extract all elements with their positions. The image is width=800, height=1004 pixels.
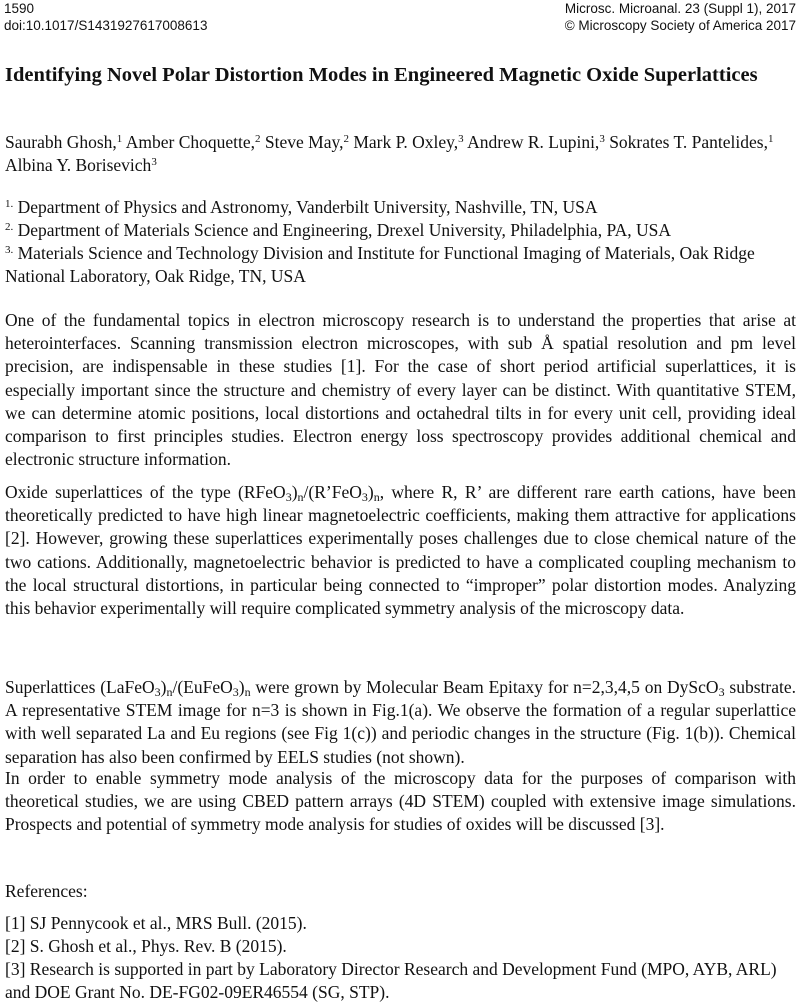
- body-paragraph-4: In order to enable symmetry mode analysis of the microscopy data for the purposes of comparison with theoretical studies, we are using CBED pattern arrays (4D STEM) coupled with extensive image simulations. Prospects and potential of symmetry mode analysis for studies of oxides will be discussed [3].: [5, 768, 796, 835]
- affiliation: $^{3.}$ Materials Science and Technology Division and Institute for Functional Imaging of Materials, Oak Ridge National Laboratory, Oak Ridge, TN, USA: [5, 243, 755, 286]
- reference-item: [2] S. Ghosh et al., Phys. Rev. B (2015).: [5, 936, 287, 956]
- author: Amber Choquette,$^2$: [125, 132, 261, 152]
- journal-citation: Microsc. Microanal. 23 (Suppl 1), 2017: [564, 1, 796, 16]
- page-header-left: [4, 0, 207, 34]
- affiliation-list: [5, 196, 795, 288]
- body-paragraph-1: One of the fundamental topics in electron microscopy research is to understand the properties that arise at heterointerfaces. Scanning transmission electron microscopes, with sub Å spatial resolution and pm level precision, are indispensable in these studies [1]. For the case of short period artificial superlattices, it is especially important since the structure and chemistry of every layer can be distinct. With quantitative STEM, we can determine atomic positions, local distortions and octahedral tilts in for every unit cell, providing ideal comparison to first principles studies. Electron energy loss spectroscopy provides additional chemical and electronic structure information.: [5, 310, 796, 470]
- body-paragraph-3: Superlattices $(LaFeO_3)_n/(EuFeO_3)_n$ were grown by Molecular Beam Epitaxy for n=2,3,4,5 on DyScO$_3$ substrate. A representative STEM image for n=3 is shown in Fig.1(a). We observe the formation of a regular superlattice with well separated La and Eu regions (see Fig 1(c)) and periodic changes in the structure (Fig. 1(b)). Chemical separation has also been confirmed by EELS studies (not shown).: [5, 677, 796, 767]
- page-header-right: [565, 0, 796, 34]
- references-heading: References:: [5, 881, 88, 901]
- body-paragraph-2: Oxide superlattices of the type $(RFeO_3)_n/(R’FeO_3)_n$, where R, R’ are different rare earth cations, have been theoretically predicted to have high linear magnetoelectric coefficients, making them attractive for applications [2]. However, growing these superlattices experimentally poses challenges due to close chemical nature of the two cations. Additionally, magnetoelectric behavior is predicted to have a complicated coupling mechanism to the local structural distortions, in particular being connected to “improper” polar distortion modes. Analyzing this behavior experimentally will require complicated symmetry analysis of the microscopy data.: [5, 482, 796, 619]
- reference-item: [1] SJ Pennycook et al., MRS Bull. (2015).: [5, 913, 307, 933]
- author-list: [5, 131, 795, 177]
- author: Sokrates T. Pantelides,$^1$: [609, 132, 774, 152]
- paper-title: Identifying Novel Polar Distortion Modes in Engineered Magnetic Oxide Superlattices: [5, 64, 758, 86]
- author: Andrew R. Lupini,$^3$: [467, 132, 605, 152]
- copyright-line: © Microscopy Society of America 2017: [564, 18, 796, 33]
- author: Steve May,$^2$: [264, 132, 349, 152]
- author: Mark P. Oxley,$^3$: [353, 132, 464, 152]
- affiliation: $^{2.}$ Department of Materials Science and Engineering, Drexel University, Philadelphia, PA, USA: [5, 220, 671, 240]
- reference-item: [3] Research is supported in part by Laboratory Director Research and Development Fund (MPO, AYB, ARL) and DOE Grant No. DE-FG02-09ER46554 (SG, STP).: [5, 959, 777, 1002]
- reference-list: [5, 912, 796, 1004]
- affiliation: $^{1.}$ Department of Physics and Astronomy, Vanderbilt University, Nashville, TN, USA: [5, 197, 598, 217]
- page-number: 1590: [4, 1, 35, 16]
- author: Saurabh Ghosh,$^1$: [5, 132, 123, 152]
- doi: doi:10.1017/S1431927617008613: [4, 18, 208, 33]
- author: Albina Y. Borisevich$^3$: [5, 155, 157, 175]
